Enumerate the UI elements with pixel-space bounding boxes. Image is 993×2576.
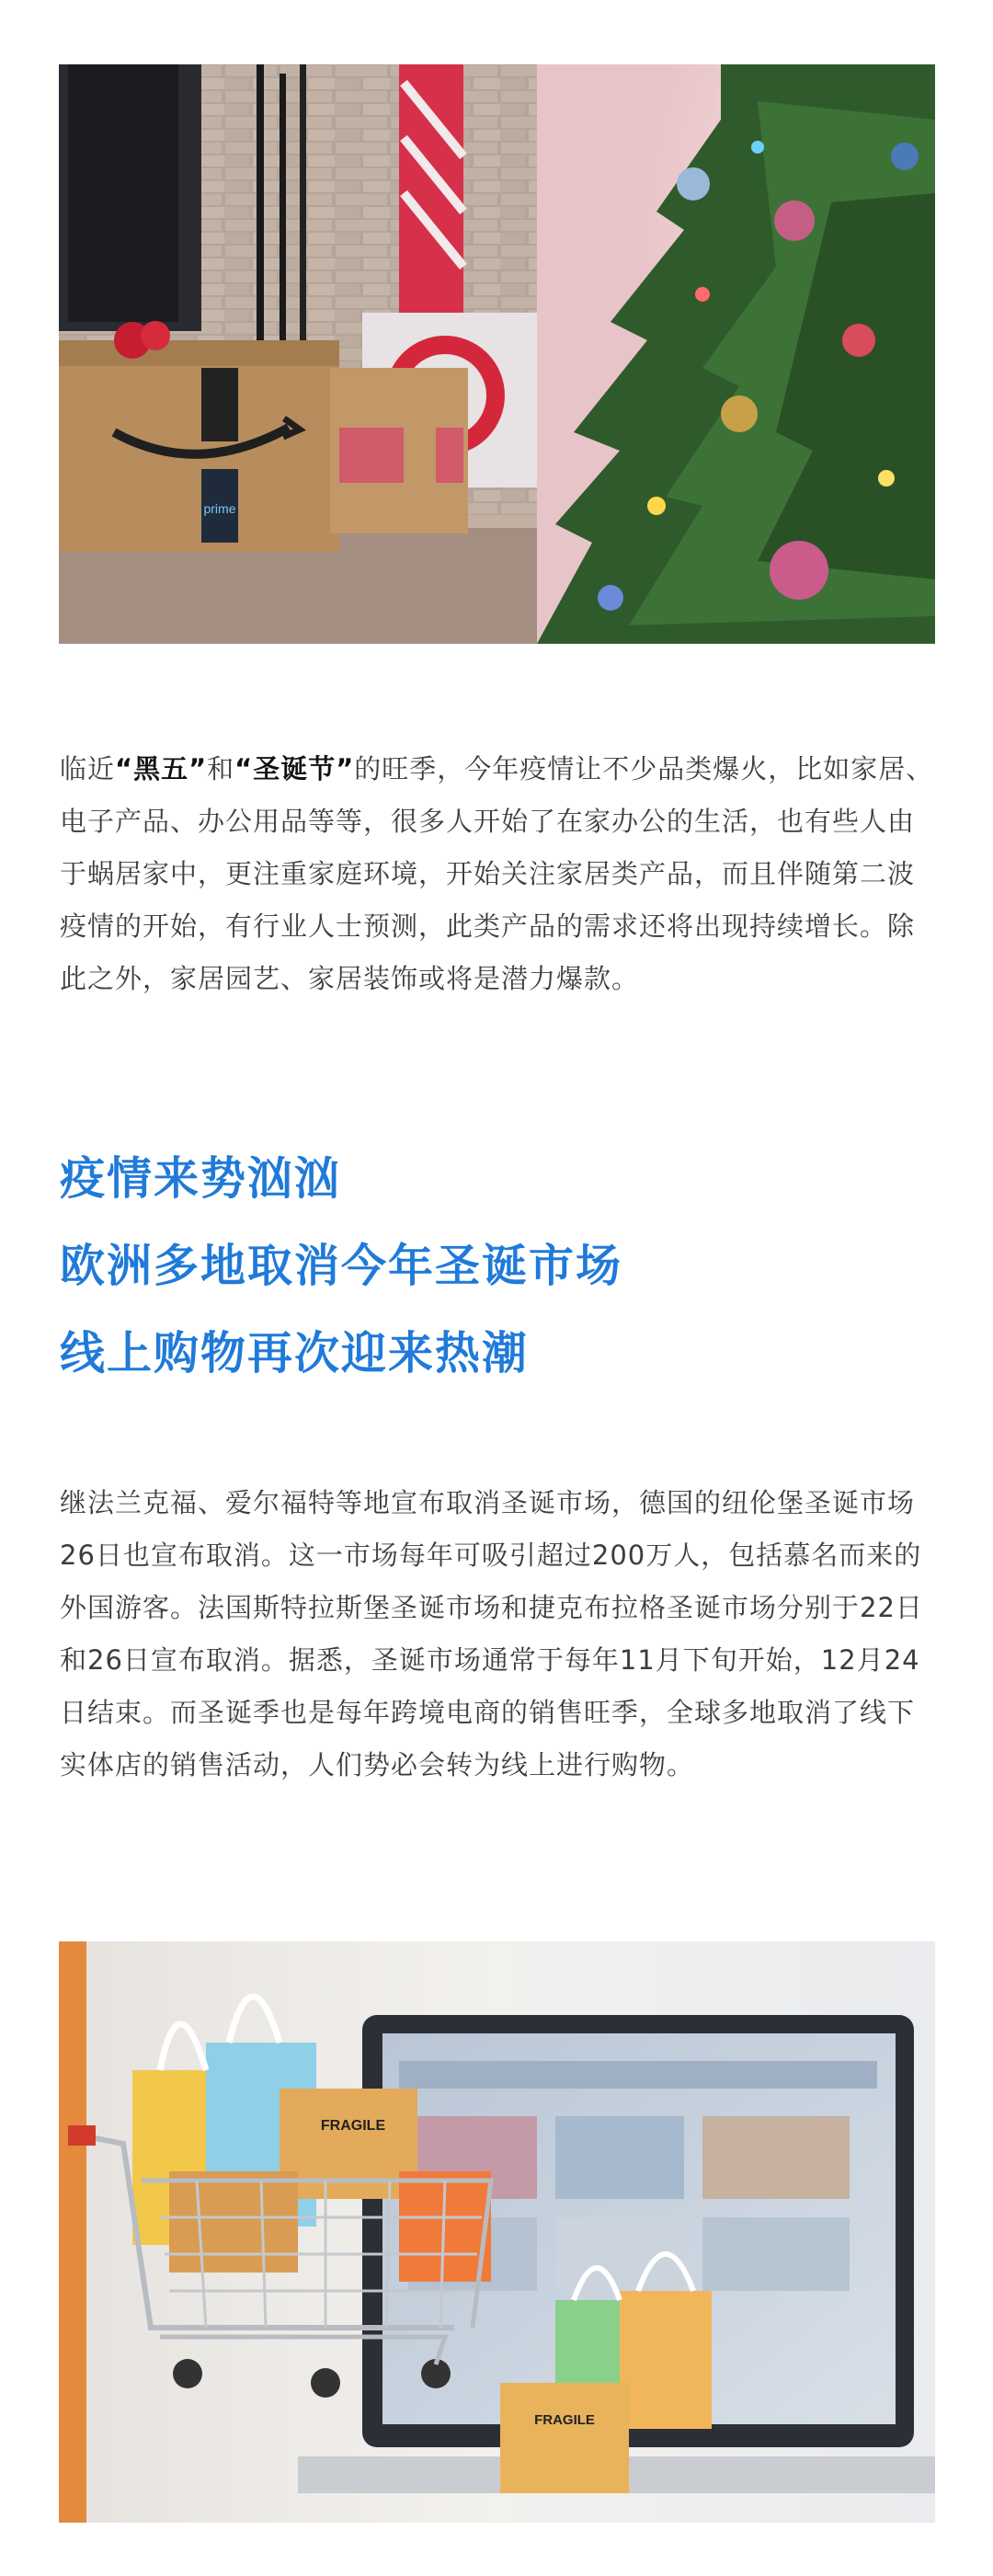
christmas-term: “圣诞节” (234, 753, 355, 784)
christmas-boxes-photo (59, 64, 935, 644)
intro-paragraph (60, 743, 938, 1005)
intro-text-3: 的旺季，今年疫情让不少品类爆火，比如家居、电子产品、办公用品等等，很多人开始了在家办公的生活，也有些人由于蜗居家中，更注重家庭环境，开始关注家居类产品，而且伴随第二波疫情的开始，有行业人士预测，此类产品的需求还将出现持续增长。除此之外，家居园艺、家居装饰或将是潜力爆款。 (60, 753, 934, 994)
svg-text:prime: prime (203, 501, 236, 516)
svg-text:FRAGILE: FRAGILE (534, 2412, 595, 2428)
headline-line-2: 欧洲多地取消今年圣诞市场 (60, 1240, 623, 1292)
svg-text:FRAGILE: FRAGILE (320, 2118, 386, 2134)
online-shopping-photo (59, 1941, 935, 2523)
headline-line-3: 线上购物再次迎来热潮 (60, 1327, 530, 1380)
body-paragraph: 继法兰克福、爱尔福特等地宣布取消圣诞市场，德国的纽伦堡圣诞市场26日也宣布取消。这一市场每年可吸引超过200万人，包括慕名而来的外国游客。法国斯特拉斯堡圣诞市场和捷克布拉格圣诞市场分别于22日和26日宣布取消。据悉，圣诞市场通常于每年11月下旬开始，12月24日结束。而圣诞季也是每年跨境电商的销售旺季，全球多地取消了线下实体店的销售活动，人们势必会转为线上进行购物。 (60, 1487, 923, 1780)
intro-text-1: 临近 (60, 753, 116, 784)
section-headline (60, 1135, 933, 1397)
intro-text-2: 和 (207, 753, 235, 784)
black-friday-term: “黑五” (115, 753, 208, 784)
headline-line-1: 疫情来势汹汹 (60, 1152, 342, 1205)
